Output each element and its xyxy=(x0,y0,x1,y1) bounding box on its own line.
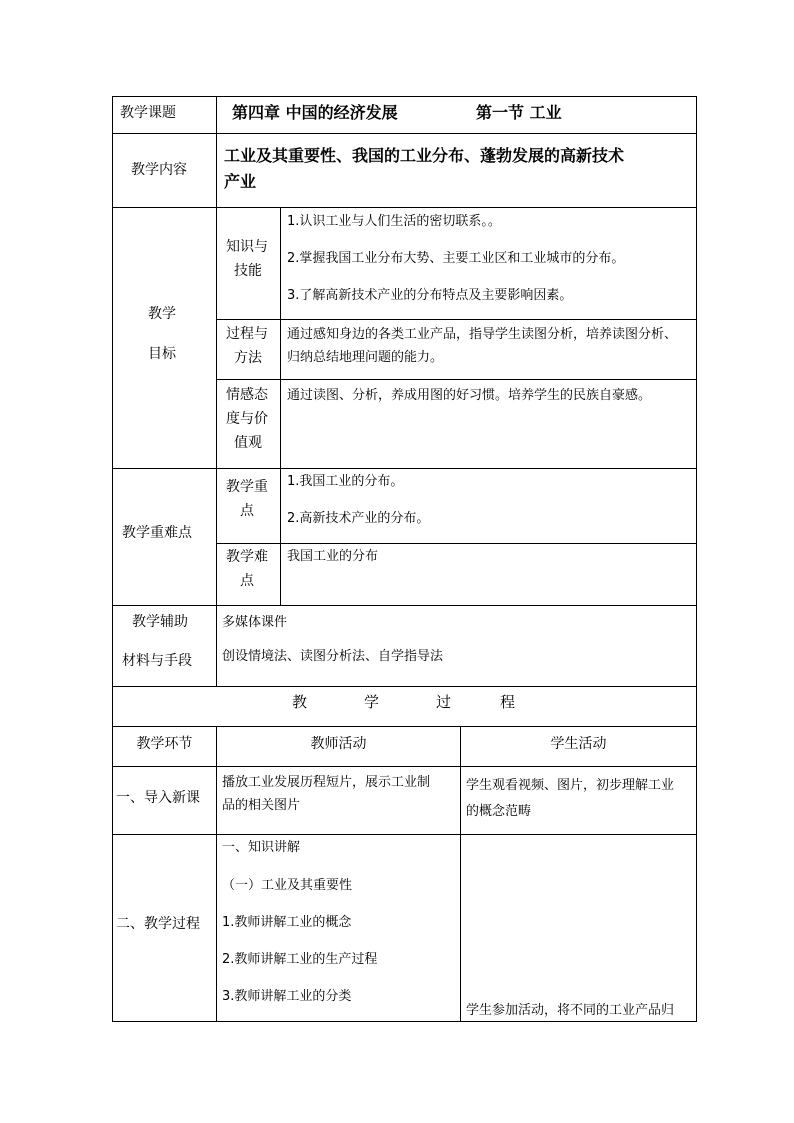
grid-line xyxy=(112,1021,697,1022)
process-title-char-1: 教 xyxy=(292,693,308,711)
teaching-item-5: 3.教师讲解工业的分类 xyxy=(222,989,352,1004)
teaching-item-4: 2.教师讲解工业的生产过程 xyxy=(222,952,378,967)
focus-label-1: 教学重 xyxy=(226,479,268,495)
header-stage: 教学环节 xyxy=(136,736,193,752)
intro-teacher-line-1: 播放工业发展历程短片，展示工业制 xyxy=(222,775,431,790)
intro-student-line-2: 的概念范畴 xyxy=(466,804,532,819)
aids-label-2: 材料与手段 xyxy=(122,653,192,669)
topic-label: 教学课题 xyxy=(120,105,176,121)
section-title: 第一节 工业 xyxy=(476,103,562,122)
grid-line xyxy=(280,207,281,606)
grid-line xyxy=(112,468,697,469)
key-points-label: 教学重难点 xyxy=(122,525,192,541)
stage-teaching: 二、教学过程 xyxy=(116,916,200,932)
grid-line xyxy=(112,207,697,208)
focus-item-1: 1.我国工业的分布。 xyxy=(287,474,404,489)
grid-line xyxy=(216,543,697,544)
process-line-1: 通过感知身边的各类工业产品，指导学生读图分析，培养读图分析、 xyxy=(287,327,678,342)
chapter-title: 第四章 中国的经济发展 xyxy=(232,103,398,122)
difficulty-label-2: 点 xyxy=(240,573,254,589)
grid-line xyxy=(112,834,697,835)
teaching-item-3: 1.教师讲解工业的概念 xyxy=(222,915,352,930)
grid-line xyxy=(216,96,217,687)
knowledge-item-1: 1.认识工业与人们生活的密切联系。。 xyxy=(287,214,501,229)
teaching-item-1: 一、知识讲解 xyxy=(222,840,301,855)
objectives-label-2: 目标 xyxy=(148,346,176,362)
grid-line xyxy=(696,96,697,1022)
process-label-1: 过程与 xyxy=(226,326,268,342)
grid-line xyxy=(216,379,697,380)
grid-line xyxy=(216,726,217,1022)
difficulty-text: 我国工业的分布 xyxy=(287,549,379,564)
grid-line xyxy=(112,133,697,134)
aids-line-2: 创设情境法、读图分析法、自学指导法 xyxy=(222,649,444,664)
attitude-text: 通过读图、分析，养成用图的好习惯。培养学生的民族自豪感。 xyxy=(287,388,652,403)
grid-line xyxy=(112,96,113,1022)
attitude-label-2: 度与价 xyxy=(226,411,268,427)
focus-item-2: 2.高新技术产业的分布。 xyxy=(287,511,430,526)
content-line-1: 工业及其重要性、我国的工业分布、蓬勃发展的高新技术 xyxy=(224,146,625,165)
grid-line xyxy=(112,766,697,767)
content-line-2: 产业 xyxy=(224,172,257,191)
grid-line xyxy=(460,726,461,1022)
process-title-char-3: 过 xyxy=(436,693,452,711)
attitude-label-1: 情感态 xyxy=(226,387,268,403)
knowledge-item-3: 3.了解高新技术产业的分布特点及主要影响因素。 xyxy=(287,288,573,303)
intro-student-line-1: 学生观看视频、图片，初步理解工业 xyxy=(466,778,675,793)
header-teacher: 教师活动 xyxy=(310,736,367,752)
knowledge-item-2: 2.掌握我国工业分布大势、主要工业区和工业城市的分布。 xyxy=(287,251,625,266)
process-title-char-2: 学 xyxy=(364,693,380,711)
aids-line-1: 多媒体课件 xyxy=(222,615,288,630)
teaching-student-text: 学生参加活动，将不同的工业产品归 xyxy=(466,1003,675,1018)
focus-label-2: 点 xyxy=(240,503,254,519)
process-line-2: 归纳总结地理问题的能力。 xyxy=(287,350,444,365)
process-title-char-4: 程 xyxy=(500,693,516,711)
objectives-label-1: 教学 xyxy=(148,306,176,322)
grid-line xyxy=(112,726,697,727)
header-student: 学生活动 xyxy=(550,736,607,752)
grid-line xyxy=(112,605,697,606)
knowledge-label-2: 技能 xyxy=(234,263,262,279)
knowledge-label-1: 知识与 xyxy=(226,239,268,255)
intro-teacher-line-2: 品的相关图片 xyxy=(222,798,301,813)
stage-intro: 一、导入新课 xyxy=(116,790,200,806)
grid-line xyxy=(112,686,697,687)
grid-line xyxy=(112,96,697,97)
teaching-item-2: （一）工业及其重要性 xyxy=(222,878,353,893)
aids-label-1: 教学辅助 xyxy=(132,614,188,630)
grid-line xyxy=(216,319,697,320)
attitude-label-3: 值观 xyxy=(234,435,262,451)
process-label-2: 方法 xyxy=(234,350,262,366)
content-label: 教学内容 xyxy=(131,162,187,178)
difficulty-label-1: 教学难 xyxy=(226,549,268,565)
